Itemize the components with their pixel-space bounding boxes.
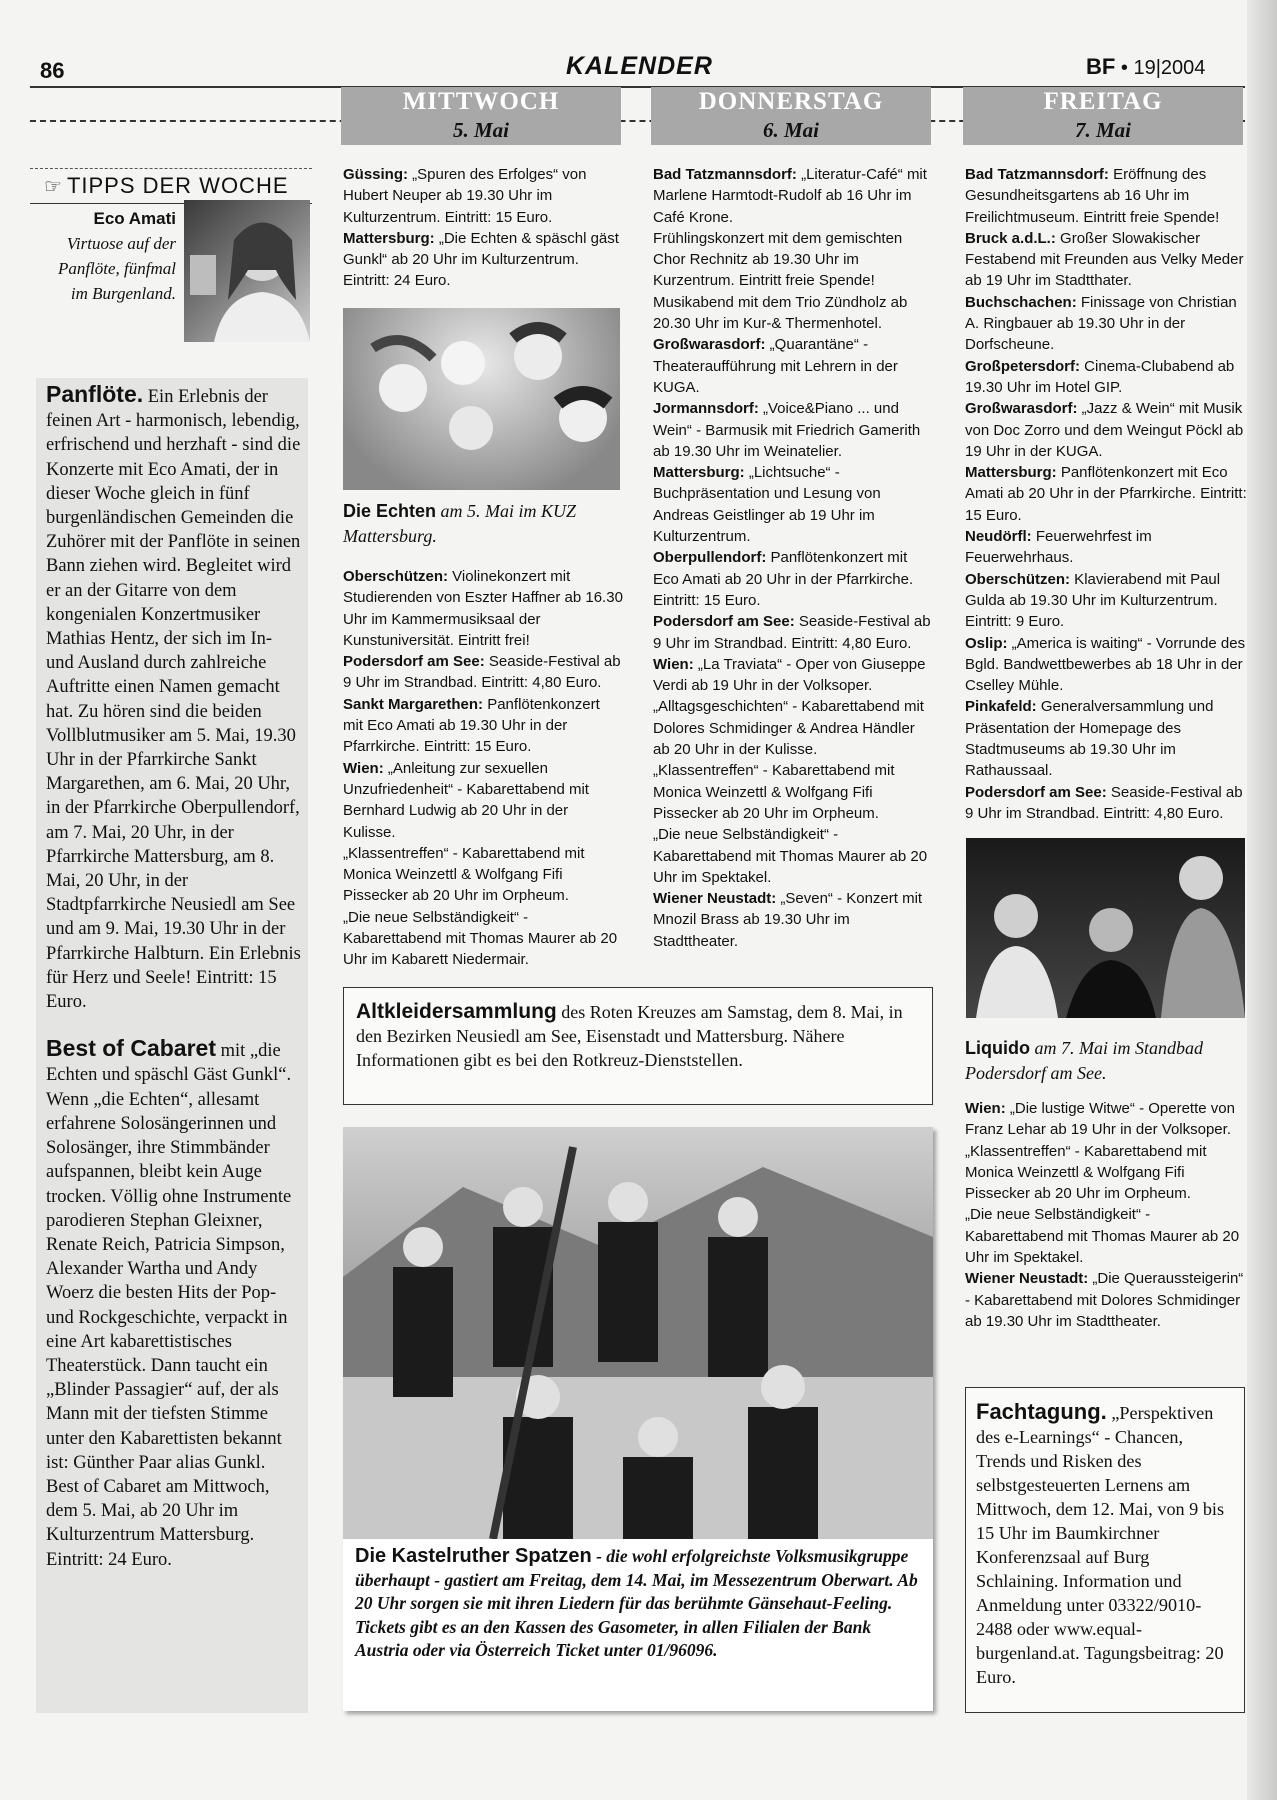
event-text: „Literatur-Café“ mit Marlene Harmtodt-Rudolf ab 16 Uhr im Café Krone. bbox=[653, 166, 927, 226]
event-place: Sankt Margarethen: bbox=[343, 695, 484, 713]
event-item bbox=[965, 356, 1247, 399]
event-text: Musikabend mit dem Trio Zündholz ab 20.30 Uhr im Kur-& Thermenhotel. bbox=[653, 293, 908, 333]
event-text: „Spuren des Erfolges“ von Hubert Neuper ab 19.30 Uhr im Kulturzentrum. Eintritt: 15 Euro. bbox=[343, 166, 587, 226]
spatzen-photo bbox=[343, 1127, 933, 1539]
event-item bbox=[653, 654, 935, 697]
event-text: Feuerwehrfest im Feuerwehrhaus. bbox=[965, 528, 1152, 567]
event-place: Podersdorf am See: bbox=[965, 783, 1107, 801]
event-text: Generalversammlung und Präsentation der Homepage des Stadtmuseums ab 19.30 Uhr im Rathaussaal. bbox=[965, 698, 1214, 780]
day-date: 7. Mai bbox=[1074, 118, 1131, 142]
event-place: Mattersburg: bbox=[653, 464, 745, 482]
event-place: Wien: bbox=[343, 759, 384, 777]
event-item bbox=[653, 398, 935, 462]
event-text: „Alltagsgeschichten“ - Kabarettabend mit Dolores Schmidinger & Andrea Händler ab 20 Uhr in der Kulisse. bbox=[653, 698, 924, 759]
publication-info bbox=[1086, 54, 1205, 80]
publication-name: BF bbox=[1086, 54, 1116, 79]
caption-name: Liquido bbox=[965, 1038, 1030, 1058]
day-header-thursday bbox=[651, 87, 931, 145]
box-title: Altkleidersammlung bbox=[356, 1000, 557, 1023]
altkleider-box bbox=[343, 987, 933, 1105]
spatzen-text bbox=[355, 1545, 921, 1663]
friday-events-top bbox=[965, 164, 1247, 824]
event-place: Podersdorf am See: bbox=[343, 653, 485, 671]
event-item bbox=[965, 1268, 1247, 1332]
event-text: „Die neue Selbständigkeit“ - Kabarettabend mit Thomas Maurer ab 20 Uhr im Kabarett Niedermair. bbox=[343, 908, 618, 969]
tips-heading-text: TIPPS DER WOCHE bbox=[66, 173, 289, 198]
event-item bbox=[653, 292, 935, 335]
event-place: Wiener Neustadt: bbox=[965, 1270, 1089, 1288]
event-text: „Anleitung zur sexuellen Unzufriedenheit“ - Kabarettabend mit Bernhard Ludwig ab 20 Uhr in der Kulisse. bbox=[343, 759, 589, 841]
event-item bbox=[965, 569, 1247, 633]
issue-number: 19|2004 bbox=[1133, 57, 1206, 79]
event-text: Violinekonzert mit Studierenden von Eszter Haffner ab 16.30 Uhr im Kammermusiksaal der Kunstuniversität. Eintritt frei! bbox=[343, 568, 623, 649]
day-date: 5. Mai bbox=[452, 118, 509, 142]
box-text: „Perspektiven des e-Learnings“ - Chancen, Trends und Risken des selbstgesteuerten Lernens am Mittwoch, dem 12. Mai, von 9 bis 15 Uhr im Baumkirchner Konferenzsaal auf Burg Schlaining. Information und Anmeldung unter 03322/9010-2488 oder www.equal-burgenland.at. Tagungsbeitrag: 20 Euro. bbox=[976, 1403, 1225, 1687]
wednesday-events-bottom bbox=[343, 566, 623, 971]
caption-desc: am 7. Mai im Standbad Podersdorf am See. bbox=[965, 1038, 1203, 1083]
event-item bbox=[343, 228, 623, 292]
fachtagung-text bbox=[976, 1400, 1234, 1689]
event-text: Großer Slowakischer Festabend mit Freunden aus Velky Meder ab 19 Uhr im Stadtthater. bbox=[965, 229, 1244, 290]
event-place: Pinkafeld: bbox=[965, 698, 1037, 716]
event-text: Panflötenkonzert mit Eco Amati ab 19.30 Uhr in der Pfarrkirche. Eintritt: 15 Euro. bbox=[343, 695, 600, 756]
event-item bbox=[653, 228, 935, 292]
die-echten-caption bbox=[343, 499, 623, 549]
event-place: Großwarasdorf: bbox=[965, 400, 1078, 418]
event-item bbox=[653, 611, 935, 654]
event-place: Oslip: bbox=[965, 634, 1008, 652]
event-place: Mattersburg: bbox=[965, 464, 1057, 482]
thursday-events bbox=[653, 164, 935, 952]
event-place: Mattersburg: bbox=[343, 229, 435, 247]
event-place: Oberpullendorf: bbox=[653, 549, 767, 567]
event-item bbox=[653, 164, 935, 228]
day-header-wednesday bbox=[341, 87, 621, 145]
box-text: des Roten Kreuzes am Samstag, dem 8. Mai, in den Bezirken Neusiedl am See, Eisenstadt und Mattersburg. Nähere Informationen gibt es bei den Rotkreuz-Dienststellen. bbox=[356, 1002, 903, 1070]
friday-events-bottom bbox=[965, 1098, 1247, 1332]
event-text: Klavierabend mit Paul Gulda ab 19.30 Uhr im Kulturzentrum. Eintritt: 9 Euro. bbox=[965, 570, 1221, 631]
caption-name: Die Echten bbox=[343, 501, 437, 521]
article-title: Panflöte. bbox=[46, 381, 144, 407]
day-date: 6. Mai bbox=[762, 118, 819, 142]
event-item bbox=[653, 334, 935, 398]
event-place: Jormannsdorf: bbox=[653, 400, 759, 418]
event-place: Bad Tatzmannsdorf: bbox=[965, 166, 1109, 183]
event-place: Wiener Neustadt: bbox=[653, 890, 777, 908]
die-echten-photo bbox=[343, 308, 620, 490]
event-place: Oberschützen: bbox=[965, 570, 1071, 588]
event-item bbox=[965, 782, 1247, 825]
pointing-hand-icon: ☞ bbox=[44, 176, 63, 198]
event-item bbox=[343, 566, 623, 651]
event-text: „Klassentreffen“ - Kabarettabend mit Monica Weinzettl & Wolfgang Fifi Pissecker ab 20 Uhr im Orpheum. bbox=[343, 844, 585, 905]
event-item bbox=[653, 824, 935, 888]
event-text: Panflötenkonzert mit Eco Amati ab 20 Uhr in der Pfarrkirche. Eintritt: 15 Euro. bbox=[965, 464, 1247, 524]
event-place: Bruck a.d.L.: bbox=[965, 229, 1056, 247]
event-item bbox=[965, 398, 1247, 462]
event-place: Buchschachen: bbox=[965, 293, 1077, 311]
event-item bbox=[965, 633, 1247, 697]
event-text: Finissage von Christian A. Ringbauer ab 19.30 Uhr in der Dorfscheune. bbox=[965, 293, 1237, 354]
event-item bbox=[343, 694, 623, 758]
event-text: Eröffnung des Gesundheitsgartens ab 16 Uhr im Freilichtmuseum. Eintritt freie Spende! bbox=[965, 166, 1220, 226]
event-text: „La Traviata“ - Oper von Giuseppe Verdi ab 19 Uhr in der Volksoper. bbox=[653, 655, 926, 695]
spatzen-caption bbox=[355, 1545, 921, 1663]
event-place: Wien: bbox=[965, 1100, 1006, 1117]
day-name: MITTWOCH bbox=[402, 88, 560, 115]
event-text: „Seven“ - Konzert mit Mnozil Brass ab 19.30 Uhr im Stadttheater. bbox=[653, 890, 923, 950]
wednesday-events-top bbox=[343, 164, 623, 292]
panfloete-article bbox=[46, 382, 302, 1014]
day-header-friday bbox=[963, 87, 1243, 145]
event-item bbox=[965, 462, 1247, 526]
event-text: „Die neue Selbständigkeit“ - Kabarettabend mit Thomas Maurer ab 20 Uhr im Spektakel. bbox=[653, 826, 928, 886]
event-item bbox=[343, 651, 623, 694]
fachtagung-box bbox=[965, 1387, 1245, 1713]
event-text: Seaside-Festival ab 9 Uhr im Strandbad. Eintritt: 4,80 Euro. bbox=[653, 613, 931, 652]
event-text: „Voice&Piano ... und Wein“ - Barmusik mit Friedrich Gamerith ab 19.30 Uhr im Weinatelier. bbox=[653, 400, 921, 460]
event-place: Großpetersdorf: bbox=[965, 357, 1081, 375]
event-item bbox=[965, 164, 1247, 228]
event-place: Oberschützen: bbox=[343, 568, 449, 585]
event-text: „Lichtsuche“ - Buchpräsentation und Lesung von Andreas Geistlinger ab 19 Uhr im Kulturzentrum. bbox=[653, 464, 881, 546]
event-place: Neudörfl: bbox=[965, 528, 1032, 546]
event-place: Güssing: bbox=[343, 166, 409, 183]
eco-amati-caption bbox=[40, 206, 176, 306]
event-place: Bad Tatzmannsdorf: bbox=[653, 166, 797, 183]
event-text: „Klassentreffen“ - Kabarettabend mit Monica Weinzettl & Wolfgang Fifi Pissecker ab 20 Uhr im Orpheum. bbox=[965, 1142, 1207, 1203]
event-item bbox=[965, 526, 1247, 569]
event-text: „Klassentreffen“ - Kabarettabend mit Monica Weinzettl & Wolfgang Fifi Pissecker ab 20 Uhr im Orpheum. bbox=[653, 762, 895, 822]
tips-sidebar bbox=[36, 378, 308, 1713]
event-text: „Die lustige Witwe“ - Operette von Franz Lehar ab 19 Uhr in der Volksoper. bbox=[965, 1100, 1235, 1139]
event-text: Panflötenkonzert mit Eco Amati ab 20 Uhr in der Pfarrkirche. Eintritt: 15 Euro. bbox=[653, 549, 914, 609]
page-number: 86 bbox=[40, 58, 65, 83]
article-title: Best of Cabaret bbox=[46, 1035, 216, 1062]
event-item bbox=[965, 1204, 1247, 1268]
day-name: DONNERSTAG bbox=[698, 88, 884, 115]
box-text: - die wohl erfolgreichste Volksmusikgruppe überhaupt - gastiert am Freitag, dem 14. Mai, im Messezentrum Oberwart. Ab 20 Uhr sorgen sie mit ihren Liedern für das berühmte Gänsehaut-Feeling. Tickets gibt es an den Kassen des Gasometer, in allen Filialen der Bank Austria oder via Österreich Ticket unter 01/96096. bbox=[355, 1546, 918, 1660]
event-text: „Die Queraussteigerin“ - Kabarettabend mit Dolores Schmidinger ab 19.30 Uhr im Stadttheater. bbox=[965, 1270, 1244, 1330]
event-item bbox=[653, 462, 935, 547]
box-title: Die Kastelruther Spatzen bbox=[355, 1545, 592, 1567]
liquido-caption bbox=[965, 1036, 1245, 1086]
event-text: „Die Echten & späschl gäst Gunkl“ ab 20 Uhr im Kulturzentrum. Eintritt: 24 Euro. bbox=[343, 229, 619, 290]
event-item bbox=[343, 758, 623, 843]
event-item bbox=[965, 696, 1247, 781]
event-item bbox=[343, 843, 623, 907]
event-place: Wien: bbox=[653, 655, 694, 673]
spatzen-feature bbox=[343, 1127, 933, 1711]
eco-amati-photo bbox=[184, 200, 310, 342]
event-item bbox=[965, 228, 1247, 292]
event-item bbox=[653, 888, 935, 952]
event-place: Großwarasdorf: bbox=[653, 336, 766, 354]
event-item bbox=[965, 1098, 1247, 1141]
liquido-photo bbox=[966, 838, 1245, 1018]
separator-dot: • bbox=[1120, 57, 1128, 79]
event-item bbox=[965, 292, 1247, 356]
caption-desc: Virtuose auf der Panflöte, fünfmal im Burgenland. bbox=[57, 234, 176, 303]
event-text: Frühlingskonzert mit dem gemischten Chor Rechnitz ab 19.30 Uhr im Kurzentrum. Eintritt freie Spende! bbox=[653, 229, 903, 290]
tips-heading bbox=[30, 168, 312, 204]
event-item bbox=[343, 164, 623, 228]
day-name: FREITAG bbox=[1043, 88, 1163, 115]
altkleider-text bbox=[356, 1000, 920, 1072]
event-text: „America is waiting“ - Vorrunde des Bgld. Bandwettbewerbes ab 18 Uhr in der Cselley Mühle. bbox=[965, 634, 1246, 695]
event-item bbox=[343, 907, 623, 971]
event-item bbox=[653, 760, 935, 824]
caption-name: Eco Amati bbox=[93, 209, 176, 228]
event-place: Podersdorf am See: bbox=[653, 613, 795, 631]
event-text: „Jazz & Wein“ mit Musik von Doc Zorro und dem Weingut Pöckl ab 19 Uhr in der KUGA. bbox=[965, 400, 1244, 460]
event-text: Seaside-Festival ab 9 Uhr im Strandbad. Eintritt: 4,80 Euro. bbox=[343, 653, 621, 692]
event-item bbox=[653, 696, 935, 760]
event-text: „Die neue Selbständigkeit“ - Kabarettabend mit Thomas Maurer ab 20 Uhr im Spektakel. bbox=[965, 1206, 1240, 1267]
event-text: Cinema-Clubabend ab 19.30 Uhr im Hotel GIP. bbox=[965, 357, 1235, 396]
event-text: „Quarantäne“ - Theateraufführung mit Lehrern in der KUGA. bbox=[653, 336, 898, 396]
article-text: Ein Erlebnis der feinen Art - harmonisch, lebendig, erfrischend und herzhaft - sind die Konzerte mit Eco Amati, der in dieser Woche gleich in fünf burgenländischen Gemeinden die Zuhörer mit der Panflöte in seinen Bann ziehen wird. Begleitet wird er an der Gitarre von dem kongenialen Konzertmusiker Mathias Hentz, der sich im In- und Ausland durch zahlreiche Auftritte einen Namen gemacht hat. Zu hören sind die beiden Vollblutmusiker am 5. Mai, 19.30 Uhr in der Pfarrkirche Sankt Margarethen, am 6. Mai, 20 Uhr, in der Pfarrkirche Oberpullendorf, am 7. Mai, 20 Uhr, in der Pfarrkirche Mattersburg, am 8. Mai, 20 Uhr, in der Stadtpfarrkirche Neusiedl am See und am 9. Mai, 19.30 Uhr in der Pfarrkirche Halbturn. Ein Erlebnis für Herz und Seele! Eintritt: 15 Euro. bbox=[46, 387, 301, 1013]
page-gutter-shadow bbox=[1247, 0, 1277, 1800]
box-title: Fachtagung. bbox=[976, 1399, 1107, 1424]
event-item bbox=[965, 1141, 1247, 1205]
article-text: mit „die Echten und späschl Gäst Gunkl“. Wenn „die Echten“, allesamt erfahrene Solosängerinnen und Solosänger, ihre Stimmbänder aufspannen, bleibt kein Auge trocken. Völlig ohne Instrumente parodieren Stephan Gleixner, Renate Reich, Patricia Simpson, Alexander Wartha und Andy Woerz die besten Hits der Pop- und Rockgeschichte, verpackt in eine Art kabarettistisches Theaterstück. Dann taucht ein „Blinder Passagier“ auf, der als Mann mit der tiefsten Stimme unter den Kabarettisten bekannt ist: Günther Paar alias Gunkl. Best of Cabaret am Mittwoch, dem 5. Mai, ab 20 Uhr im Kulturzentrum Mattersburg. Eintritt: 24 Euro. bbox=[46, 1041, 292, 1570]
event-item bbox=[653, 547, 935, 611]
event-text: Seaside-Festival ab 9 Uhr im Strandbad. Eintritt: 4,80 Euro. bbox=[965, 783, 1243, 822]
section-title: KALENDER bbox=[566, 52, 713, 80]
caption-desc: am 5. Mai im KUZ Mattersburg. bbox=[343, 501, 577, 546]
cabaret-article bbox=[46, 1036, 302, 1571]
